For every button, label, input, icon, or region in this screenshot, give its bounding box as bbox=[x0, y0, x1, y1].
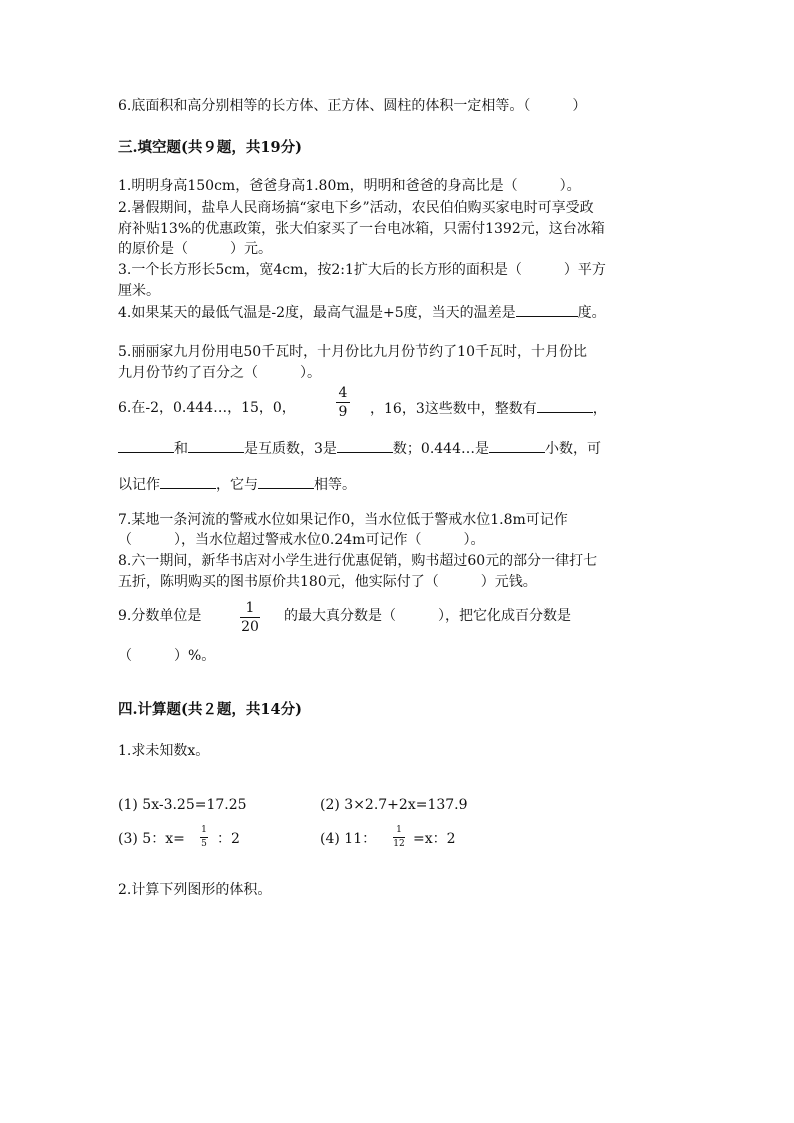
fraction-one-twentieth bbox=[240, 601, 260, 634]
fill-question-6-l2-c: 数；0.444…是 bbox=[392, 441, 490, 457]
fill-question-7-line-1: 7.某地一条河流的警戒水位如果记作0，当水位低于警戒水位1.8m可记作 bbox=[118, 512, 568, 528]
fill-question-4-text: 4.如果某天的最低气温是-2度，最高气温是+5度，当天的温差是 bbox=[118, 305, 516, 321]
answer-blank bbox=[489, 438, 545, 453]
fill-question-6-line-2 bbox=[118, 438, 601, 459]
section-4-title: 四.计算题(共２题，共14分) bbox=[118, 701, 302, 718]
fraction-numerator: 1 bbox=[396, 825, 402, 835]
fraction-one-fifth bbox=[200, 826, 208, 849]
fill-question-2-line-1: 2.暑假期间，盐阜人民商场搞“家电下乡”活动，农民伯伯购买家电时可享受政 bbox=[118, 200, 594, 216]
fraction-bar bbox=[393, 837, 405, 838]
fill-question-6-line-1-rest bbox=[370, 398, 607, 419]
fill-question-2-line-2: 府补贴13%的优惠政策，张大伯家买了一台电冰箱，只需付1392元，这台冰箱 bbox=[118, 221, 605, 237]
fill-question-6-part-b: ，16，3这些数中，整数有 bbox=[370, 401, 537, 417]
fraction-denominator: 20 bbox=[241, 619, 259, 635]
section-3-title: 三.填空题(共９题，共19分) bbox=[118, 139, 302, 156]
equation-4-part-b: =x：2 bbox=[413, 831, 456, 847]
equation-3-part-a: (3) 5：x= bbox=[118, 831, 185, 847]
fill-question-9-part-a: 9.分数单位是 bbox=[118, 608, 202, 624]
fill-question-9-line-2: （ ）%。 bbox=[118, 648, 216, 664]
answer-blank bbox=[188, 438, 244, 453]
fill-question-5-line-1: 5.丽丽家九月份用电50千瓦时，十月份比九月份节约了10千瓦时，十月份比 bbox=[118, 344, 587, 360]
fill-question-4 bbox=[118, 302, 606, 323]
fill-question-3-line-1: 3.一个长方形长5cm，宽4cm，按2:1扩大后的长方形的面积是（ ）平方 bbox=[118, 262, 606, 278]
fraction-denominator: 12 bbox=[393, 839, 405, 849]
fill-question-3-line-2: 厘米。 bbox=[118, 283, 160, 299]
fill-question-6-part-a: 6.在-2，0.444…，15，0， bbox=[118, 400, 296, 416]
fill-question-6-l3-c: 相等。 bbox=[314, 477, 356, 493]
fraction-bar bbox=[200, 837, 208, 838]
answer-blank bbox=[258, 474, 314, 489]
fraction-bar bbox=[336, 402, 350, 403]
equation-3-part-b: ：2 bbox=[217, 831, 240, 847]
judge-question-6: 6.底面积和高分别相等的长方体、正方体、圆柱的体积一定相等。（ ） bbox=[118, 98, 587, 114]
fill-question-9-part-b: 的最大真分数是（ ），把它化成百分数是 bbox=[284, 608, 571, 624]
fraction-numerator: 1 bbox=[201, 825, 207, 835]
fill-question-6-l3-b: ，它与 bbox=[216, 477, 258, 493]
calc-question-1: 1.求未知数x。 bbox=[118, 743, 210, 759]
fill-question-1: 1.明明身高150cm，爸爸身高1.80m，明明和爸爸的身高比是（ ）。 bbox=[118, 178, 581, 194]
fill-question-6-line-3 bbox=[118, 474, 356, 495]
fraction-numerator: 1 bbox=[245, 600, 255, 616]
answer-blank bbox=[537, 398, 593, 413]
fill-question-6-part-c: ， bbox=[592, 401, 607, 417]
equation-1: (1) 5x-3.25=17.25 bbox=[118, 797, 247, 813]
answer-blank bbox=[118, 438, 174, 453]
fill-question-8-line-2: 五折，陈明购买的图书原价共180元，他实际付了（ ）元钱。 bbox=[118, 574, 537, 590]
fill-question-8-line-1: 8.六一期间，新华书店对小学生进行优惠促销，购书超过60元的部分一律打七 bbox=[118, 553, 598, 569]
fill-question-6-l3-a: 以记作 bbox=[118, 477, 160, 493]
fraction-denominator: 5 bbox=[201, 839, 207, 849]
fill-question-6-l2-a: 和 bbox=[174, 441, 188, 457]
equation-4-part-a: (4) 11： bbox=[320, 831, 377, 847]
fill-question-6-l2-b: 是互质数，3是 bbox=[244, 441, 337, 457]
answer-blank bbox=[516, 302, 578, 317]
answer-blank bbox=[337, 438, 393, 453]
fill-question-5-line-2: 九月份节约了百分之（ ）。 bbox=[118, 365, 321, 381]
fill-question-2-line-3: 的原价是（ ）元。 bbox=[118, 241, 272, 257]
calc-question-2: 2.计算下列图形的体积。 bbox=[118, 882, 272, 898]
fraction-denominator: 9 bbox=[338, 404, 348, 420]
fill-question-7-line-2: （ ），当水位超过警戒水位0.24m可记作（ ）。 bbox=[118, 532, 485, 548]
equation-2: (2) 3×2.7+2x=137.9 bbox=[320, 797, 468, 813]
fraction-bar bbox=[240, 617, 260, 618]
fraction-numerator: 4 bbox=[338, 385, 348, 401]
fill-question-6-line-1 bbox=[118, 398, 296, 418]
fraction-one-twelfth bbox=[393, 826, 405, 849]
answer-blank bbox=[160, 474, 216, 489]
fraction-four-ninths bbox=[336, 386, 350, 419]
fill-question-4-unit: 度。 bbox=[577, 305, 606, 321]
fill-question-6-l2-d: 小数，可 bbox=[545, 441, 602, 457]
